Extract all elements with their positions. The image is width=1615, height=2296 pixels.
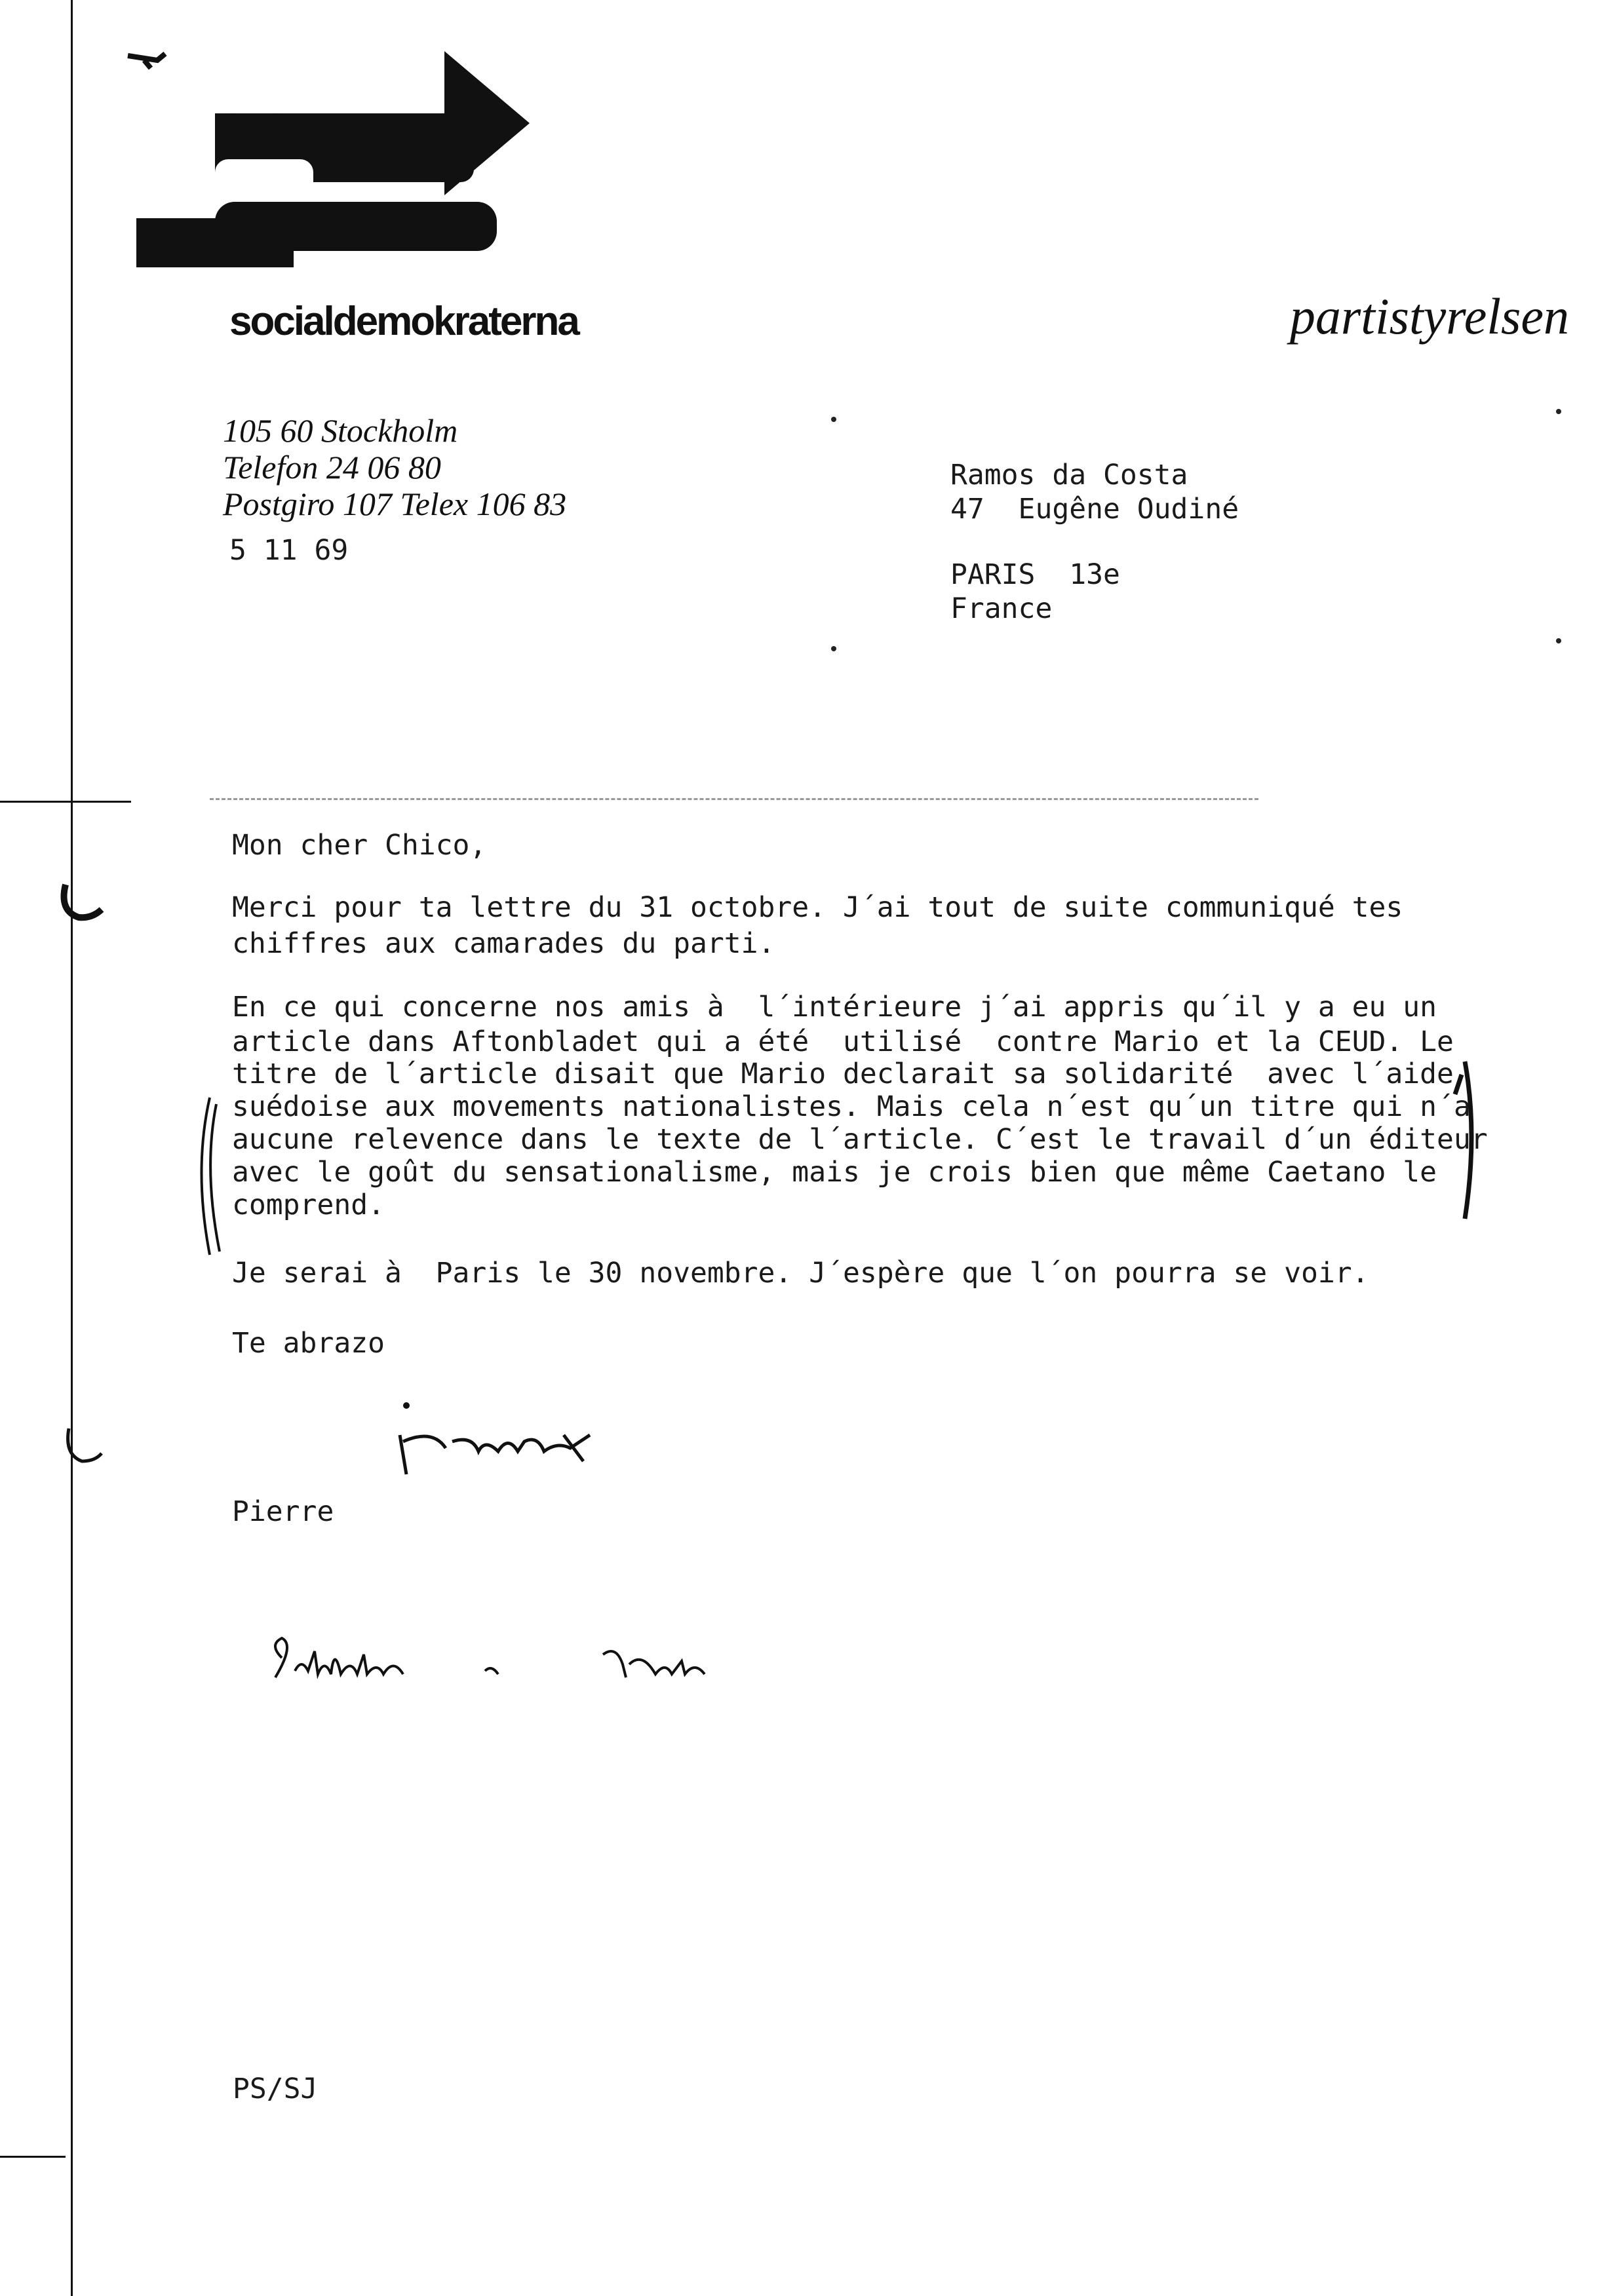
paragraph2-line-7: comprend. <box>232 1189 385 1221</box>
signature-name: Pierre <box>232 1495 334 1528</box>
fold-dash-line <box>210 798 1258 800</box>
sender-address-line-2: Telefon 24 06 80 <box>223 449 441 486</box>
window-mark <box>1556 638 1561 643</box>
department-name: partistyrelsen <box>1289 288 1569 345</box>
recipient-name: Ramos da Costa <box>950 459 1188 491</box>
sender-address-line-3: Postgiro 107 Telex 106 83 <box>223 486 567 522</box>
handwritten-signature <box>393 1396 603 1487</box>
handwritten-postscript <box>262 1625 787 1704</box>
salutation: Mon cher Chico, <box>232 829 487 862</box>
window-mark <box>831 646 836 651</box>
recipient-country: France <box>950 592 1053 625</box>
fold-mark-bottom <box>0 2156 66 2158</box>
paragraph2-line-5: aucune relevence dans le texte de l´article. C´est le travail d´un éditeur <box>232 1123 1488 1156</box>
fold-mark <box>0 801 131 803</box>
paragraph1-line-1: Merci pour ta lettre du 31 octobre. J´ai tout de suite communiqué tes <box>232 891 1403 924</box>
paragraph2-line-1: En ce qui concerne nos amis à l´intérieure j´ai appris qu´il y a eu un <box>232 991 1437 1024</box>
party-logo-icon <box>136 51 543 267</box>
binder-hole-mark <box>52 878 105 930</box>
letter-date: 5 11 69 <box>229 534 349 567</box>
recipient-street: 47 Eugêne Oudiné <box>950 493 1239 526</box>
paragraph3: Je serai à Paris le 30 novembre. J´espère que l´on pourra se voir. <box>232 1257 1369 1290</box>
paragraph2-line-4: suédoise aux movements nationalistes. Mais cela n´est qu´un titre qui n´a <box>232 1090 1471 1123</box>
sender-address-line-1: 105 60 Stockholm <box>223 412 458 449</box>
closing: Te abrazo <box>232 1327 385 1360</box>
paragraph1-line-2: chiffres aux camarades du parti. <box>232 927 775 960</box>
paragraph2-line-3: titre de l´article disait que Mario declarait sa solidarité avec l´aide <box>232 1058 1454 1090</box>
binder-hole-mark-2 <box>59 1422 105 1474</box>
margin-bracket-left <box>190 1091 229 1261</box>
margin-bracket-right <box>1449 1055 1488 1225</box>
paragraph2-line-6: avec le goût du sensationalisme, mais je crois bien que même Caetano le <box>232 1156 1437 1189</box>
recipient-city: PARIS 13e <box>950 558 1120 591</box>
reference-initials: PS/SJ <box>233 2073 318 2105</box>
paragraph2-line-2: article dans Aftonbladet qui a été utilisé contre Mario et la CEUD. Le <box>232 1025 1454 1058</box>
binder-edge-line <box>71 0 73 2296</box>
window-mark <box>831 417 836 422</box>
brand-name: socialdemokraterna <box>229 299 578 344</box>
window-mark <box>1556 409 1561 414</box>
